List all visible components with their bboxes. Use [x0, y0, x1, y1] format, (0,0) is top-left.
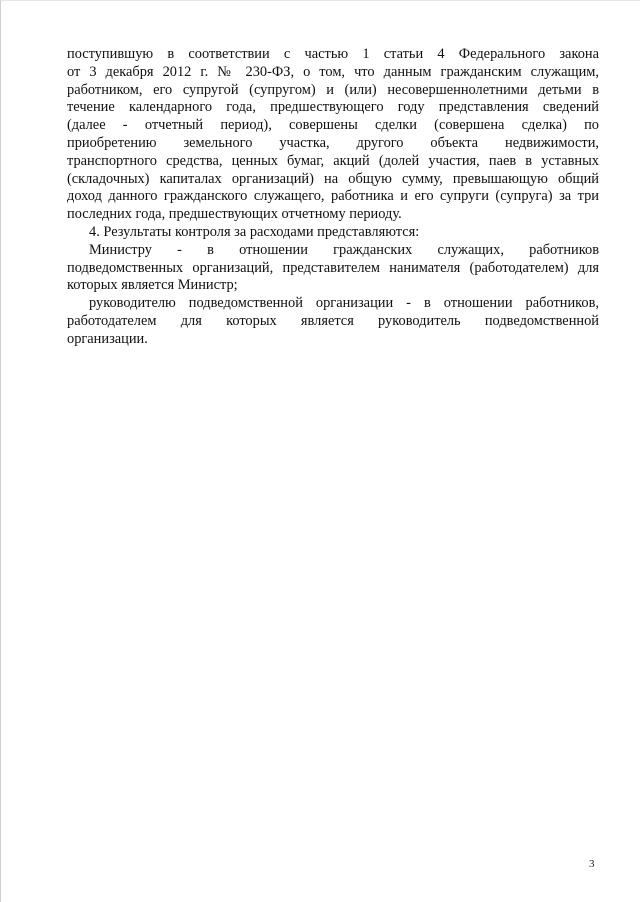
text-line: работодателем для которых является руководитель подведомственной [67, 312, 599, 329]
text-line: организации. [67, 330, 148, 347]
text-line: приобретению земельного участка, другого объекта недвижимости, [67, 134, 599, 151]
text-line: которых является Министр; [67, 277, 238, 294]
text-line: (складочных) капиталах организаций) на общую сумму, превышающую общий [67, 170, 599, 187]
text-line: руководителю подведомственной организации - в отношении работников, [89, 295, 599, 312]
text-line: поступившую в соответствии с частью 1 статьи 4 Федерального закона [67, 46, 599, 62]
text-line: транспортного средства, ценных бумаг, акций (долей участия, паев в уставных [67, 152, 599, 169]
text-line: работником, его супругой (супругом) и (или) несовершеннолетними детьми в [67, 81, 599, 98]
section-heading-line: 4. Результаты контроля за расходами представляются: [89, 223, 420, 240]
text-line: доход данного гражданского служащего, работника и его супруги (супруга) за три [67, 188, 599, 205]
text-line: течение календарного года, предшествующего году представления сведений [67, 99, 599, 116]
text-line: подведомственных организаций, представителем нанимателя (работодателем) для [67, 259, 599, 276]
page-number: 3 [589, 858, 595, 870]
document-body [67, 46, 599, 349]
text-line: (далее - отчетный период), совершены сделки (совершена сделка) по [67, 117, 599, 134]
text-line: последних года, предшествующих отчетному периоду. [67, 206, 402, 223]
text-line: Министру - в отношении гражданских служащих, работников [89, 241, 599, 258]
text-line: от 3 декабря 2012 г. № 230-ФЗ, о том, что данным гражданским служащим, [67, 63, 599, 80]
